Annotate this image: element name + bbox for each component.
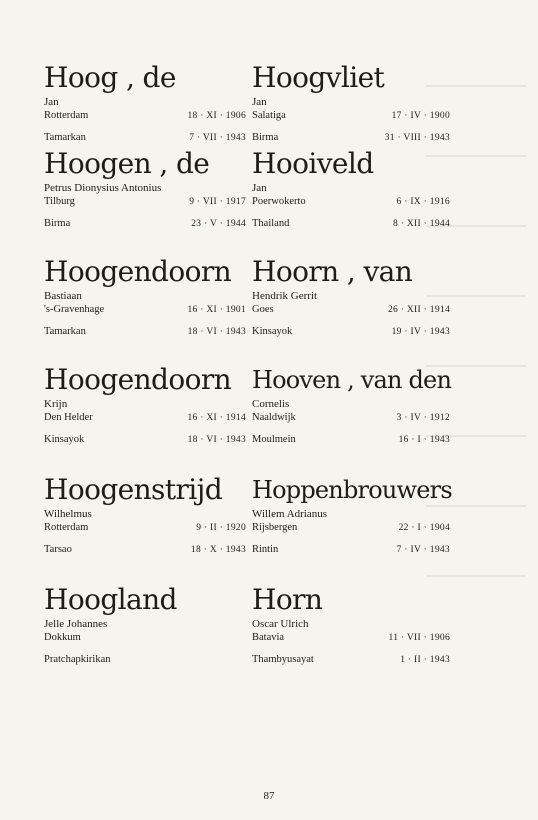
death-date: 8 · XII · 1944 — [393, 219, 450, 229]
birth-row — [44, 303, 248, 317]
birth-place: Den Helder — [44, 412, 93, 423]
surname: Hoogenstrijd — [44, 473, 223, 506]
birth-date: 26 · XII · 1914 — [387, 305, 450, 315]
surname: Hoogendoorn — [44, 255, 232, 288]
death-date: 23 · V · 1944 — [191, 219, 246, 229]
death-place: Kinsayok — [44, 434, 85, 445]
left-column — [44, 62, 248, 694]
death-place: Rintin — [252, 544, 279, 555]
surname: Hoogen , de — [44, 147, 210, 180]
given-names: Willem Adrianus — [252, 508, 328, 520]
birth-place: Dokkum — [44, 632, 81, 643]
name-entry — [44, 256, 248, 364]
name-entry — [252, 584, 452, 694]
birth-place: Rotterdam — [44, 522, 89, 533]
name-entry — [252, 256, 452, 364]
birth-date: 16 · XI · 1901 — [187, 305, 246, 315]
death-place: Tarsao — [44, 544, 72, 555]
death-date: 16 · I · 1943 — [398, 435, 450, 445]
given-names: Jan — [252, 96, 267, 108]
given-names: Hendrik Gerrit — [252, 290, 318, 302]
death-place: Tamarkan — [44, 132, 86, 143]
death-row — [252, 653, 452, 667]
given-names: Petrus Dionysius Antonius — [44, 182, 162, 194]
surname: Hoogvliet — [252, 61, 385, 94]
death-row — [252, 433, 452, 447]
name-entry — [252, 148, 452, 256]
death-row — [44, 433, 248, 447]
birth-place: Salatiga — [252, 110, 286, 121]
death-place: Thailand — [252, 218, 290, 229]
death-date: 7 · VII · 1943 — [189, 133, 246, 143]
death-place: Birma — [252, 132, 279, 143]
death-place: Thambyusayat — [252, 654, 314, 665]
birth-row — [252, 411, 452, 425]
death-place: Moulmein — [252, 434, 296, 445]
death-row — [252, 543, 452, 557]
birth-date: 22 · I · 1904 — [398, 523, 450, 533]
birth-row — [44, 411, 248, 425]
birth-date: 11 · VII · 1906 — [388, 633, 450, 643]
death-date: 18 · X · 1943 — [190, 545, 246, 555]
death-row — [252, 131, 452, 145]
birth-row — [44, 521, 248, 535]
birth-row — [252, 303, 452, 317]
surname: Hoppenbrouwers — [252, 476, 452, 504]
death-date: 31 · VIII · 1943 — [384, 133, 450, 143]
name-entry — [252, 474, 452, 584]
death-date: 1 · II · 1943 — [400, 655, 450, 665]
surname: Hooiveld — [252, 147, 374, 180]
birth-date: 9 · II · 1920 — [196, 523, 246, 533]
death-place: Birma — [44, 218, 71, 229]
name-entry — [44, 584, 248, 694]
given-names: Oscar Ulrich — [252, 618, 309, 630]
death-row — [44, 217, 248, 231]
birth-date: 17 · IV · 1900 — [391, 111, 450, 121]
birth-row — [252, 195, 452, 209]
death-place: Pratchapkirikan — [44, 654, 111, 665]
death-date: 18 · VI · 1943 — [187, 435, 246, 445]
birth-row — [252, 109, 452, 123]
birth-row — [44, 109, 248, 123]
birth-date: 6 · IX · 1916 — [396, 197, 450, 207]
death-place: Tamarkan — [44, 326, 86, 337]
birth-date: 18 · XI · 1906 — [187, 111, 246, 121]
death-date: 19 · IV · 1943 — [391, 327, 450, 337]
death-place: Kinsayok — [252, 326, 293, 337]
given-names: Jelle Johannes — [44, 618, 108, 630]
death-date: 18 · VI · 1943 — [187, 327, 246, 337]
birth-place: Naaldwijk — [252, 412, 296, 423]
name-entry — [252, 364, 452, 474]
birth-date: 9 · VII · 1917 — [189, 197, 246, 207]
given-names: Bastiaan — [44, 290, 82, 302]
name-entry — [44, 364, 248, 474]
birth-row — [44, 631, 248, 645]
birth-date: 16 · XI · 1914 — [187, 413, 246, 423]
birth-row — [44, 195, 248, 209]
surname: Hoorn , van — [252, 255, 413, 288]
birth-place: Rotterdam — [44, 110, 89, 121]
birth-date: 3 · IV · 1912 — [396, 413, 450, 423]
birth-place: Batavia — [252, 632, 285, 643]
surname: Hooven , van den — [252, 366, 452, 394]
death-row — [44, 653, 248, 667]
name-entry — [252, 62, 452, 148]
given-names: Jan — [252, 182, 267, 194]
given-names: Wilhelmus — [44, 508, 92, 520]
birth-place: Tilburg — [44, 196, 75, 207]
birth-place: Poerwokerto — [252, 196, 306, 207]
death-date: 7 · IV · 1943 — [396, 545, 450, 555]
surname: Hoogland — [44, 583, 177, 616]
death-row — [44, 543, 248, 557]
birth-place: Goes — [252, 304, 274, 315]
death-row — [44, 325, 248, 339]
death-row — [252, 217, 452, 231]
given-names: Cornelis — [252, 398, 290, 410]
name-entry — [44, 474, 248, 584]
surname: Horn — [252, 583, 323, 616]
death-row — [44, 131, 248, 145]
given-names: Jan — [44, 96, 59, 108]
given-names: Krijn — [44, 398, 68, 410]
name-entry — [44, 62, 248, 148]
birth-place: Rijsbergen — [252, 522, 298, 533]
surname: Hoogendoorn — [44, 363, 232, 396]
birth-place: 's-Gravenhage — [44, 304, 105, 315]
birth-row — [252, 521, 452, 535]
right-column — [252, 62, 452, 694]
page-number: 87 — [263, 790, 275, 802]
birth-row — [252, 631, 452, 645]
surname: Hoog , de — [44, 61, 176, 94]
name-entry — [44, 148, 248, 256]
death-row — [252, 325, 452, 339]
